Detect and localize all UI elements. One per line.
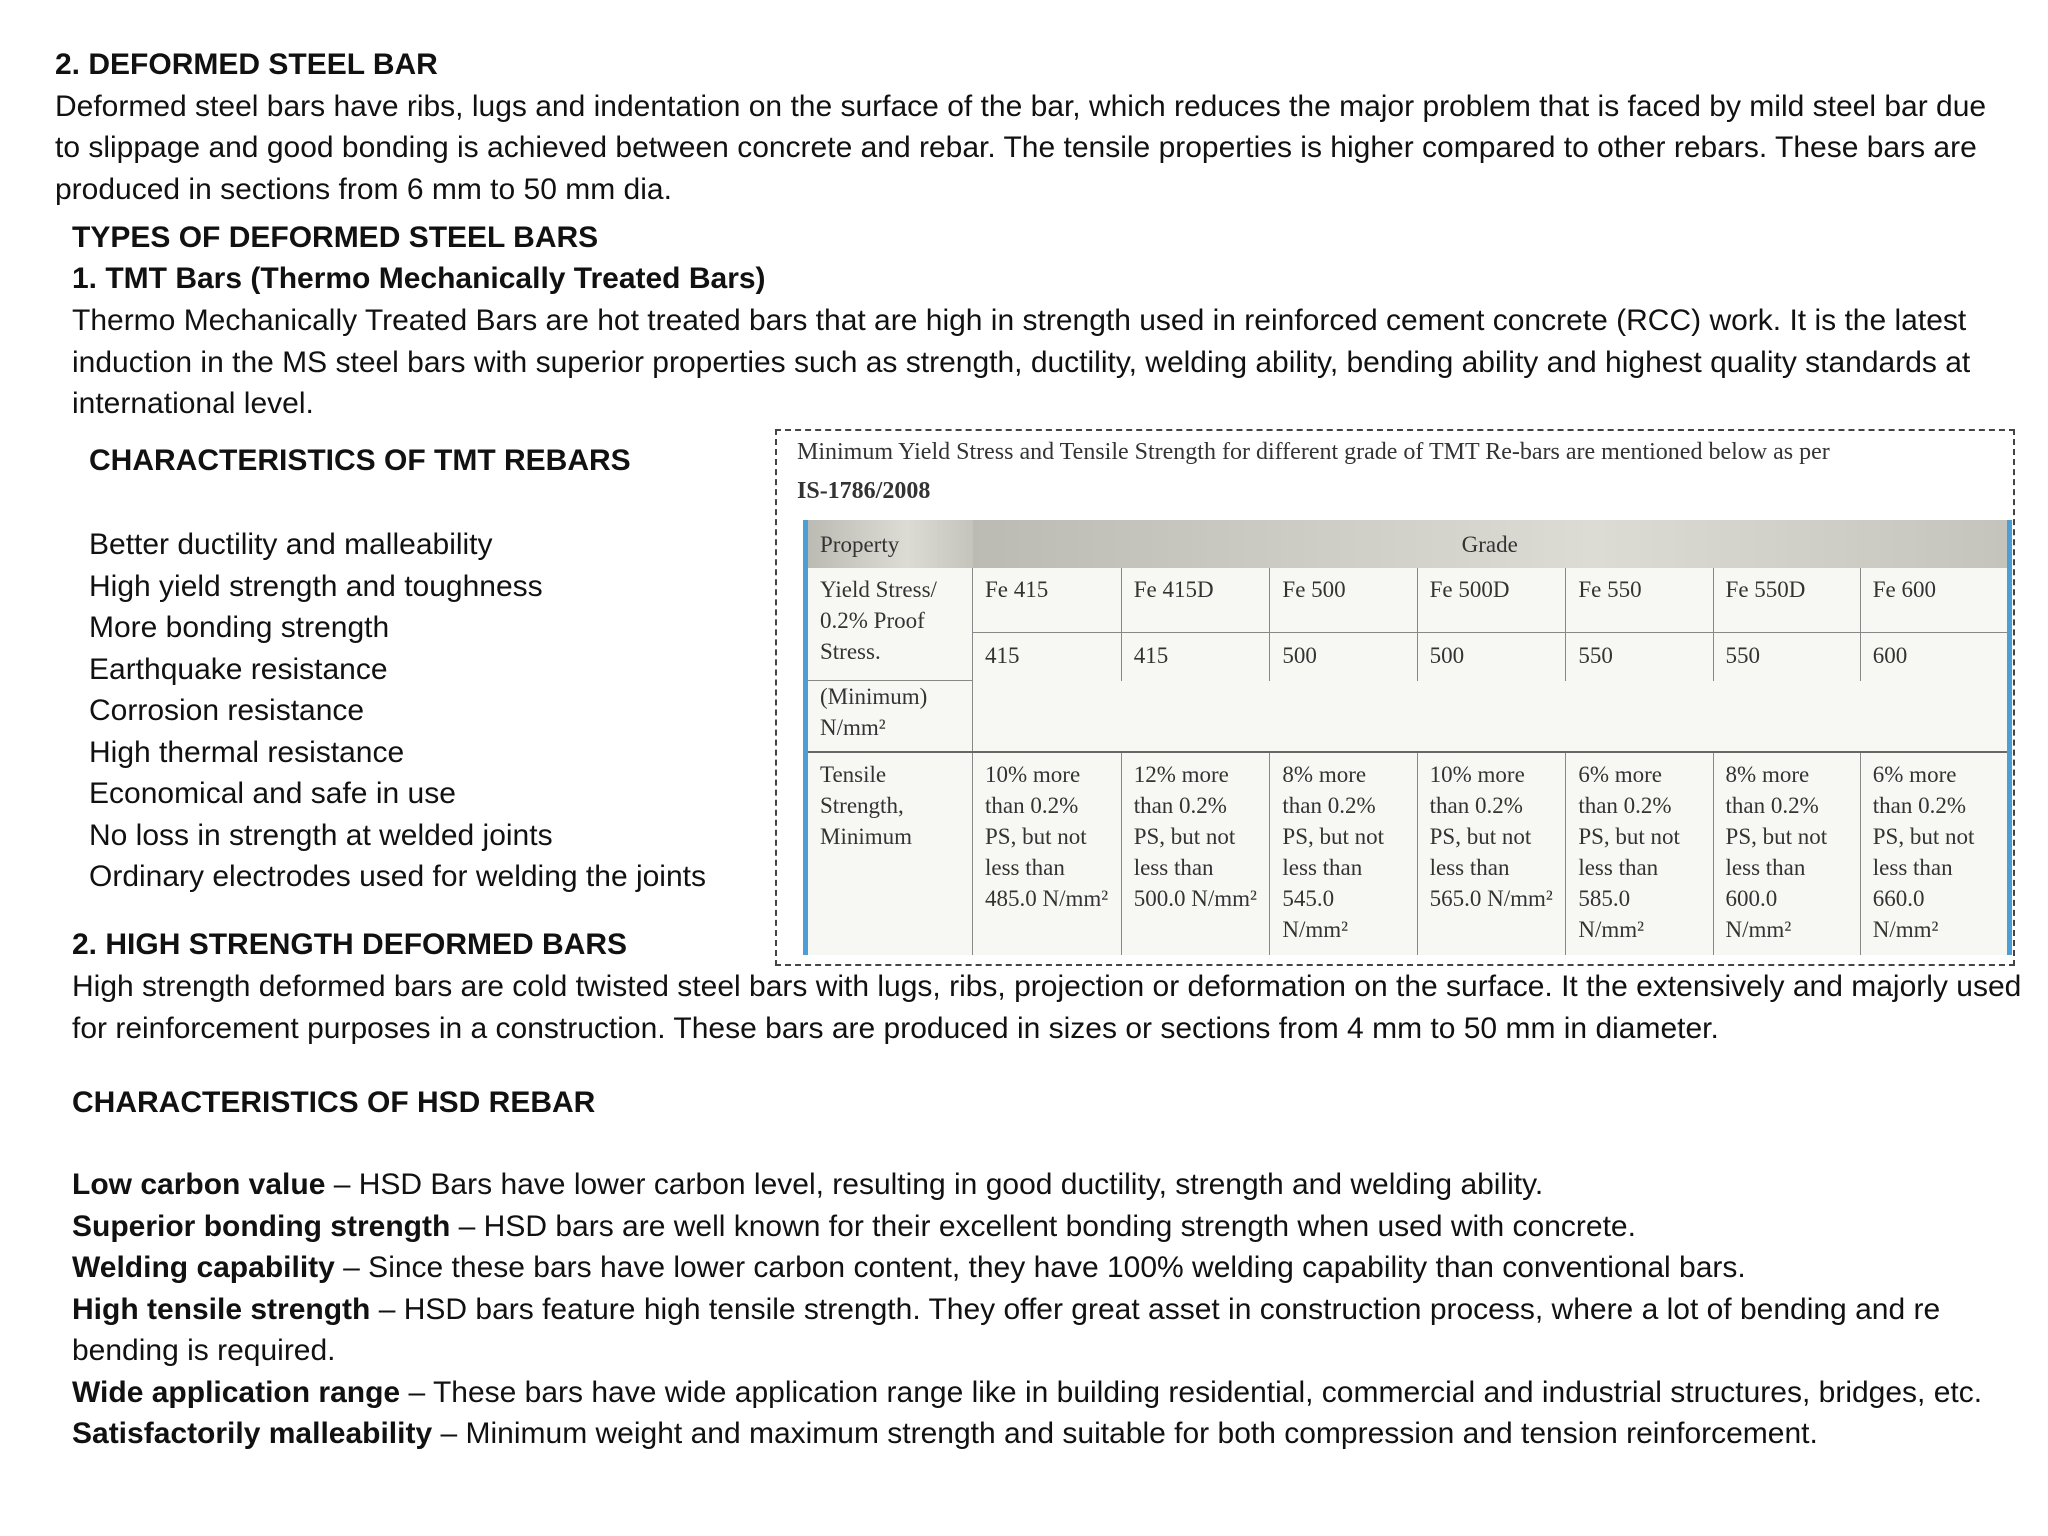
grade-cell: Fe 600 (1860, 568, 2007, 633)
property-header: Property (808, 520, 973, 568)
grade-cell: Fe 550D (1713, 568, 1860, 633)
grade-cell: Fe 550 (1566, 568, 1713, 633)
hsd-bars-paragraph: High strength deformed bars are cold twisted steel bars with lugs, ribs, projection or deformation on the surface. It the extensively and majorly used for reinforcement purposes in a construction. These bars are produced in sizes or sections from 4 mm to 50 mm in diameter. (72, 970, 2022, 1045)
tmt-bars-paragraph: Thermo Mechanically Treated Bars are hot treated bars that are high in strength used in reinforced cement concrete (RCC) work. It is the latest induction in the MS steel bars with superior properties such as strength, ductility, welding ability, bending ability and highest quality standards at international level. (72, 304, 1971, 420)
yield-value-cell: 550 (1566, 633, 1713, 681)
tensile-label-cell: Tensile Strength, Minimum (808, 752, 973, 955)
description: – These bars have wide application range like in building residential, commercial and industrial structures, bridges, etc. (400, 1375, 1983, 1409)
tmt-grade-figure (775, 429, 2015, 966)
list-item: Better ductility and malleability (89, 528, 493, 561)
yield-value-cell: 500 (1417, 633, 1566, 681)
types-heading: TYPES OF DEFORMED STEEL BARS (72, 221, 599, 254)
hsd-characteristics-list (72, 1164, 2022, 1455)
table-header-row (808, 520, 2007, 568)
yield-value-cell: 500 (1270, 633, 1417, 681)
grade-cell: Fe 500D (1417, 568, 1566, 633)
list-item (72, 1164, 2022, 1206)
description: – HSD bars feature high tensile strength. They offer great asset in construction process, where a lot of bending and re bending is required. (72, 1292, 1941, 1367)
description: – Minimum weight and maximum strength and suitable for both compression and tension reinforcement. (432, 1417, 1818, 1450)
tmt-characteristics-list (89, 524, 706, 898)
deformed-steel-bar-paragraph: Deformed steel bars have ribs, lugs and indentation on the surface of the bar, which reduces the major problem that is faced by mild steel bar due to slippage and good bonding is achieved between concrete and rebar. The tensile properties is higher compared to other rebars. These bars are produced in sections from 6 mm to 50 mm dia. (55, 89, 1987, 206)
list-item (72, 1372, 2022, 1414)
spacer-cell (973, 681, 2008, 752)
yield-value-cell: 415 (1121, 633, 1270, 681)
list-item (72, 1206, 2022, 1248)
yield-value-cell: 600 (1860, 633, 2007, 681)
grade-cell: Fe 415 (973, 568, 1122, 633)
grade-cell: Fe 500 (1270, 568, 1417, 633)
yield-label-cell (808, 568, 973, 681)
hsd-characteristics-heading: CHARACTERISTICS OF HSD REBAR (72, 1086, 596, 1119)
list-item: High yield strength and toughness (89, 569, 543, 603)
tensile-value-cell: 10% more than 0.2% PS, but not less than 565.0 N/mm² (1417, 752, 1566, 955)
grade-table (808, 520, 2007, 955)
term: Welding capability (72, 1251, 335, 1284)
intro-section (55, 44, 2015, 210)
figure-caption: Minimum Yield Stress and Tensile Strength for different grade of TMT Re-bars are mentioned below as per (797, 439, 1830, 465)
tensile-value-cell: 6% more than 0.2% PS, but not less than 585.0 N/mm² (1566, 752, 1713, 955)
term: Low carbon value (72, 1168, 326, 1201)
tensile-value-cell: 10% more than 0.2% PS, but not less than 485.0 N/mm² (973, 752, 1122, 955)
deformed-steel-bar-heading: 2. DEFORMED STEEL BAR (55, 48, 438, 81)
yield-label-top: Yield Stress/ 0.2% Proof Stress. (820, 577, 937, 664)
description: – HSD bars are well known for their excellent bonding strength when used with concrete. (450, 1209, 1636, 1243)
list-item: Earthquake resistance (89, 652, 388, 686)
description: – Since these bars have lower carbon content, they have 100% welding capability than conventional bars. (334, 1251, 1746, 1284)
term: High tensile strength (72, 1292, 371, 1326)
yield-value-cell: 550 (1713, 633, 1860, 681)
tmt-bars-heading: 1. TMT Bars (Thermo Mechanically Treated Bars) (72, 262, 766, 295)
table-row (808, 681, 2007, 752)
yield-value-cell: 415 (973, 633, 1122, 681)
tensile-value-cell: 6% more than 0.2% PS, but not less than 660.0 N/mm² (1860, 752, 2007, 955)
tensile-value-cell: 12% more than 0.2% PS, but not less than 500.0 N/mm² (1121, 752, 1270, 955)
term: Superior bonding strength (72, 1209, 451, 1243)
table-row (808, 752, 2007, 955)
list-item: Ordinary electrodes used for welding the joints (89, 860, 706, 893)
list-item: Corrosion resistance (89, 694, 365, 727)
table-row (808, 633, 2007, 681)
tensile-value-cell: 8% more than 0.2% PS, but not less than 545.0 N/mm² (1270, 752, 1417, 955)
list-item: High thermal resistance (89, 735, 405, 769)
list-item (72, 1247, 2022, 1289)
list-item: Economical and safe in use (89, 777, 456, 810)
table-row (808, 568, 2007, 633)
figure-standard: IS-1786/2008 (797, 478, 931, 504)
grade-header: Grade (973, 520, 2008, 568)
description: – HSD Bars have lower carbon level, resulting in good ductility, strength and welding ability. (325, 1168, 1544, 1201)
list-item: More bonding strength (89, 611, 390, 644)
list-item (72, 1413, 2022, 1455)
tensile-value-cell: 8% more than 0.2% PS, but not less than 600.0 N/mm² (1713, 752, 1860, 955)
term: Wide application range (72, 1375, 401, 1409)
term: Satisfactorily malleability (72, 1417, 433, 1450)
tmt-characteristics-heading: CHARACTERISTICS OF TMT REBARS (89, 444, 631, 477)
list-item (72, 1289, 2022, 1372)
hsd-bars-heading: 2. HIGH STRENGTH DEFORMED BARS (72, 928, 628, 961)
yield-label-bottom: (Minimum) N/mm² (820, 684, 928, 741)
grade-cell: Fe 415D (1121, 568, 1270, 633)
grade-table-frame (803, 520, 2012, 955)
list-item: No loss in strength at welded joints (89, 818, 553, 852)
